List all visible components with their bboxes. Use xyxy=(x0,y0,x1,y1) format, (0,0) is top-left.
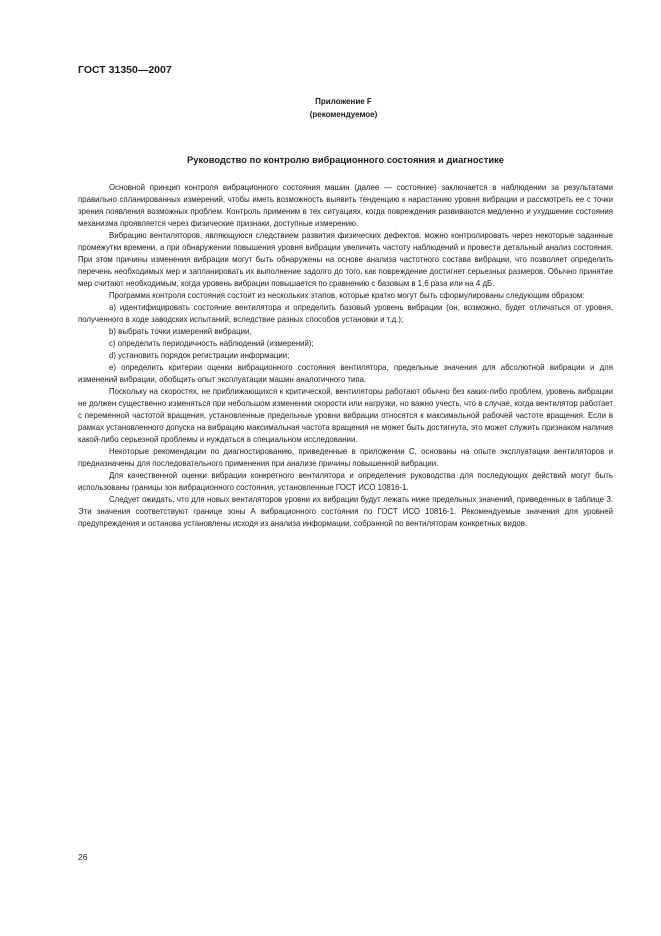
paragraph: Следует ожидать, что для новых вентиляторов уровни их вибрации будут лежать ниже предельных значений, приведенных в таблице 3. Эти значения соответствуют границе зоны А вибрационного состояния по ГОСТ ИСО 10816-1. Рекомендуемые значения для уровней предупреждения и останова установлены исходя из анализа информации, собранной по вентиляторам конкретных видов. xyxy=(78,495,613,528)
paragraph: Для качественной оценки вибрации конкретного вентилятора и определения руководства для последующих действий могут быть использованы границы зон вибрационного состояния, установленные ГОСТ ИСО 10816-1. xyxy=(78,471,613,492)
paragraph: Некоторые рекомендации по диагностированию, приведенные в приложении С, основаны на опыте эксплуатации вентиляторов и предназначены для последовательного применения при анализе причины повышенной вибрации. xyxy=(78,447,613,468)
section-title: Руководство по контролю вибрационного состояния и диагностике xyxy=(186,155,505,165)
appendix-label: Приложение F xyxy=(315,97,372,106)
appendix-heading xyxy=(0,96,661,121)
paragraph: Поскольку на скоростях, не приближающихся к критической, вентиляторы работают обычно без каких-либо проблем, уровень вибрации не должен существенно изменяться при небольшом изменении скорости или нагрузки, но важно учесть, что в случае, когда вентилятор работает с переменной частотой вращения, установленные предельные уровни вибрации относятся к максимальной рабочей частоте вращения. Если в рамках установленного допуска на вибрацию максимальная частота вращения не может быть достигнута, это может служить признаком наличия какой-либо серьезной проблемы и нуждаться в специальном исследовании. xyxy=(78,387,613,444)
document-code: ГОСТ 31350—2007 xyxy=(78,64,172,76)
paragraph: Основной принцип контроля вибрационного состояния машин (далее — состояние) заключается в наблюдении за результатами правильно спланированных измерений, чтобы иметь возможность выявить тенденцию к нарастанию уровня вибрации и рассмотреть ее с точки зрения появления возможных проблем. Контроль применим в тех ситуациях, когда повреждения развиваются медленно и ухудшение состояния механизма проявляется через физические признаки, доступные измерению. xyxy=(78,183,613,228)
list-item: c) определить периодичность наблюдений (измерений); xyxy=(109,339,314,348)
page-number: 26 xyxy=(78,852,88,862)
paragraph: Вибрацию вентиляторов, являющуюся следствием развития физических дефектов, можно контролировать через некоторые заданные промежутки времени, а при обнаружении повышения уровня вибрации увеличить частоту наблюдений и провести детальный анализ состояния. При этом причины изменения вибрации могут быть обнаружены на основе анализа частотного состава вибрации, что позволяет определить перечень необходимых мер и запланировать их выполнение задолго до того, как повреждение достигнет серьезных размеров. Обычно принятие мер считают необходимым, когда уровень вибрации повышается по сравнению с базовым в 1,6 раза или на 4 дБ. xyxy=(78,231,613,288)
appendix-status: (рекомендуемое) xyxy=(309,109,378,119)
body-text xyxy=(78,182,613,530)
list-item: d) установить порядок регистрации информации; xyxy=(109,351,290,360)
paragraph: Программа контроля состояния состоит из нескольких этапов, которые кратко могут быть сформулированы следующим образом: xyxy=(109,291,585,300)
list-item: e) определить критерии оценки вибрационного состояния вентилятора, предельные значения для абсолютной вибрации и для изменений вибрации, обобщить опыт эксплуатации машин аналогичного типа. xyxy=(78,363,613,384)
list-item: а) идентифицировать состояние вентилятора и определить базовый уровень вибрации (он, возможно, будет отличаться от уровня, полученного в ходе заводских испытаний, вследствие разных способов установки и т.д.); xyxy=(78,303,613,324)
list-item: b) выбрать точки измерений вибрации, xyxy=(109,327,252,336)
